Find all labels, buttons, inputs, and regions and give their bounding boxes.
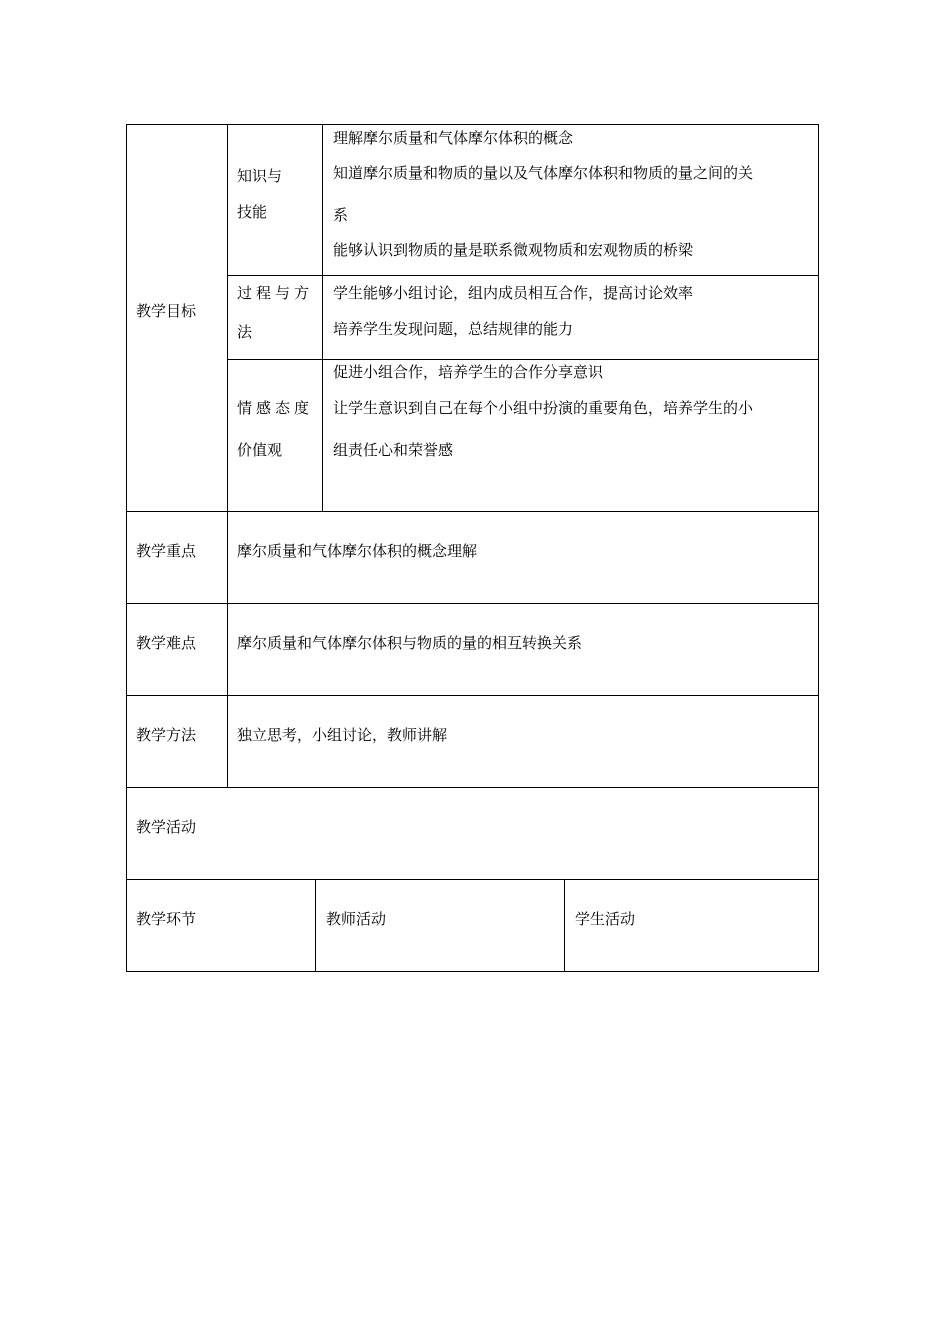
process-label-line2: 法 bbox=[237, 323, 253, 341]
emotion-label-line1: 情感态度 bbox=[237, 399, 314, 417]
knowledge-item: 系 bbox=[333, 206, 349, 224]
activities-header-teacher: 教师活动 bbox=[326, 910, 387, 928]
table-border-bottom bbox=[126, 971, 819, 972]
emotion-item: 促进小组合作，培养学生的合作分享意识 bbox=[333, 363, 604, 381]
knowledge-item: 知道摩尔质量和物质的量以及气体摩尔体积和物质的量之间的关 bbox=[333, 164, 754, 182]
difficulty-label: 教学难点 bbox=[136, 634, 197, 652]
row-divider bbox=[126, 603, 819, 604]
method-label: 教学方法 bbox=[136, 726, 197, 744]
key-point-label: 教学重点 bbox=[136, 542, 197, 560]
key-point-content: 摩尔质量和气体摩尔体积的概念理解 bbox=[237, 542, 478, 560]
activities-label: 教学活动 bbox=[136, 818, 197, 836]
activities-header-stage: 教学环节 bbox=[136, 910, 197, 928]
process-label-line1: 过程与方 bbox=[237, 284, 314, 302]
process-item: 培养学生发现问题，总结规律的能力 bbox=[333, 320, 574, 338]
emotion-item: 组责任心和荣誉感 bbox=[333, 441, 454, 459]
row-divider bbox=[126, 787, 819, 788]
process-item: 学生能够小组讨论，组内成员相互合作，提高讨论效率 bbox=[333, 284, 694, 302]
knowledge-item: 理解摩尔质量和气体摩尔体积的概念 bbox=[333, 129, 574, 147]
row-divider bbox=[227, 359, 819, 360]
knowledge-label-line1: 知识与 bbox=[237, 167, 283, 185]
row-divider bbox=[227, 275, 819, 276]
column-divider bbox=[322, 124, 323, 512]
knowledge-item: 能够认识到物质的量是联系微观物质和宏观物质的桥梁 bbox=[333, 241, 694, 259]
emotion-label-line2: 价值观 bbox=[237, 441, 283, 459]
knowledge-label-line2: 技能 bbox=[237, 203, 268, 221]
table-border-left bbox=[126, 124, 127, 972]
difficulty-content: 摩尔质量和气体摩尔体积与物质的量的相互转换关系 bbox=[237, 634, 583, 652]
method-content: 独立思考，小组讨论，教师讲解 bbox=[237, 726, 448, 744]
table-border-right bbox=[818, 124, 819, 972]
column-divider bbox=[227, 124, 228, 788]
column-divider bbox=[315, 879, 316, 972]
row-divider bbox=[126, 879, 819, 880]
activities-header-student: 学生活动 bbox=[575, 910, 636, 928]
table-border-top bbox=[126, 124, 819, 125]
column-divider bbox=[564, 879, 565, 972]
objectives-label: 教学目标 bbox=[136, 302, 197, 320]
emotion-item: 让学生意识到自己在每个小组中扮演的重要角色，培养学生的小 bbox=[333, 399, 754, 417]
row-divider bbox=[126, 511, 819, 512]
row-divider bbox=[126, 695, 819, 696]
